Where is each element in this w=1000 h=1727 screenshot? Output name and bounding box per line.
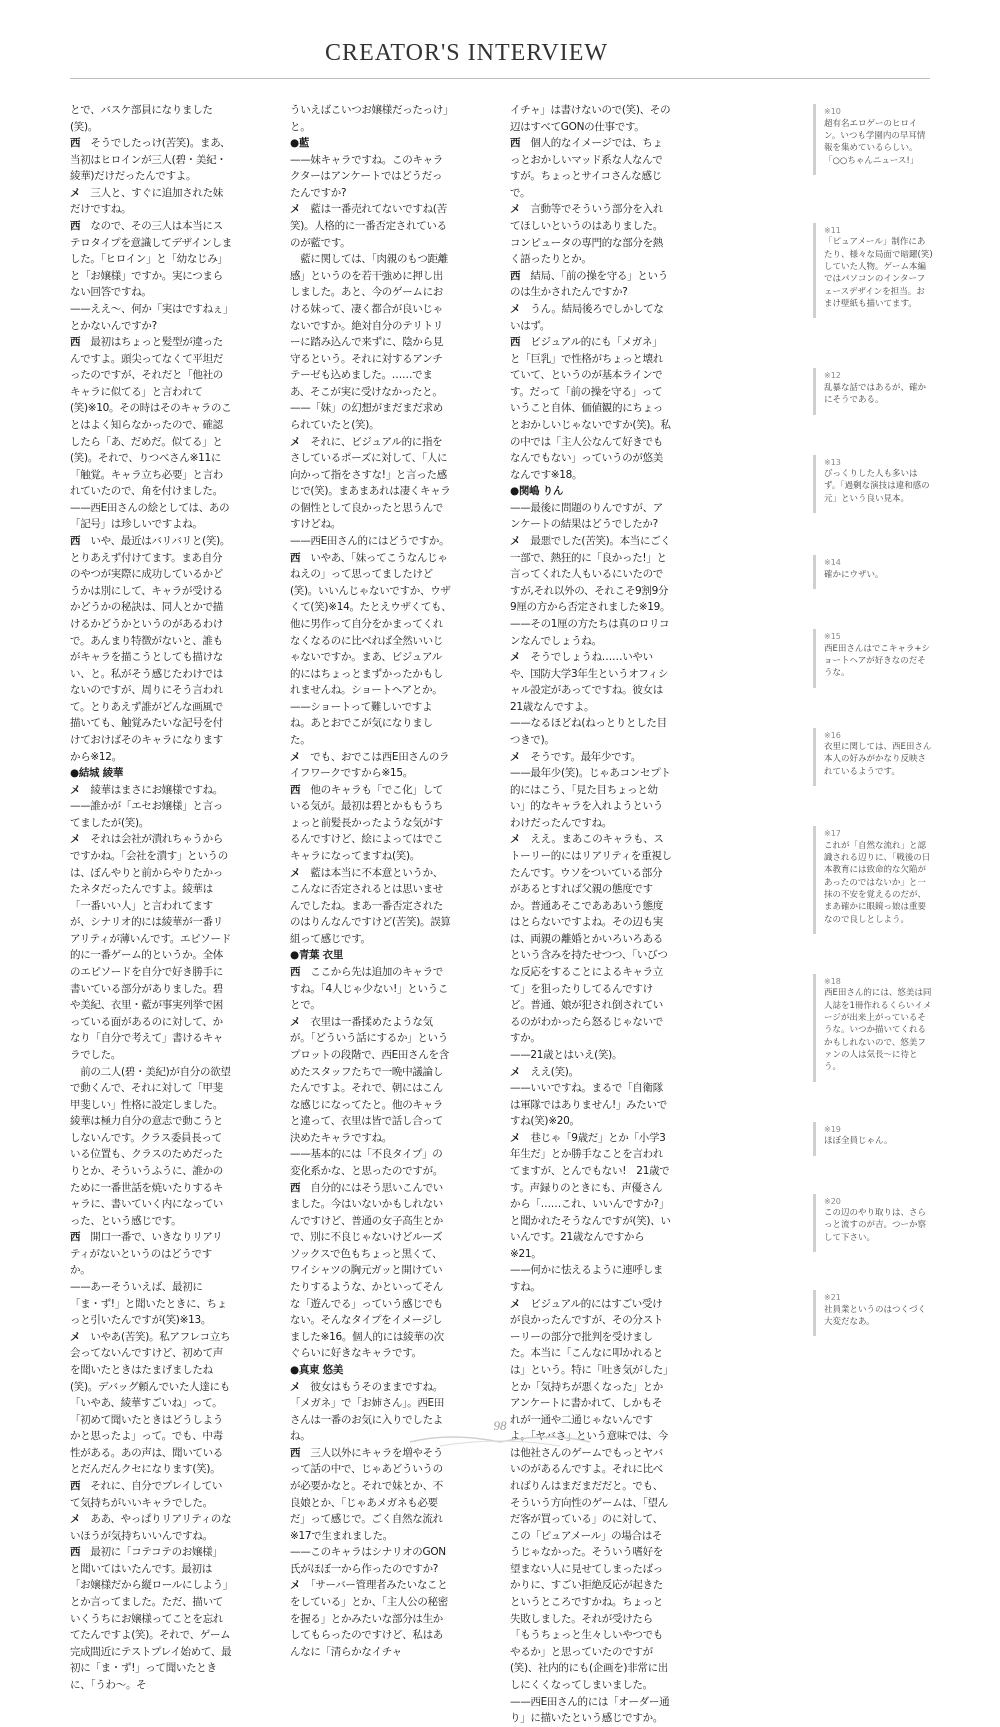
dialogue-paragraph (510, 500, 672, 533)
speaker-label: メ (510, 535, 521, 548)
dialogue-paragraph (290, 1445, 452, 1544)
footnote-text: この辺のやり取りは、さらっと流すのが吉。つーか察して下さい。 (824, 1208, 927, 1243)
dialogue-text: 最初に「コテコテのお嬢様」と聞いてはいたんです。最初は「お嬢様だから縦ロールにしよう」とか言ってました。ただ、描いていくうちにお嬢様ってことを忘れてたんですよ(笑)。それで、ゲーム完成間近にテストプレイ始めて、最初に「ま・ず!」って聞いたときに、「うわ～。そ (70, 1546, 232, 1691)
dialogue-paragraph (510, 1694, 672, 1727)
speaker-label: メ (70, 186, 81, 199)
dialogue-paragraph (70, 135, 232, 185)
footnote (813, 728, 933, 787)
dialogue-paragraph (510, 715, 672, 748)
dialogue-paragraph (510, 301, 672, 334)
dialogue-paragraph (70, 831, 232, 1063)
footnote-text: 乱暴な話ではあるが、確かにそうである。 (824, 382, 927, 406)
footnote-text: ほぼ全員じゃん。 (824, 1136, 893, 1147)
speaker-label: メ (70, 1330, 81, 1343)
dialogue-text: 前の二人(碧・美紀)が自分の欲望で動くんで、それに対して「甲斐甲斐しい」性格に設定しました。綾華は極力自分の意志で動こうとしないんです。クラス委員長っている位置も、クラスのためだったりとか、そういうふうに、誰かのために一番世話を焼いたりするキャラに、書いていく内になっていった、という感じです。 (70, 1065, 231, 1227)
footnote-text: 西E田さん的には、悠美は同人誌を1冊作れるくらいイメージが出来上がっているそうな。いつか描いてくれるかもしれないので、悠美ファンの人は気長～に待とう。 (824, 988, 932, 1073)
dialogue-text: 藍に関しては、「肉親のもつ距離感」というのを若干強めに押し出しました。あと、今のゲームにおける妹って、凄く都合が良いじゃないですか。絶対自分のテリトリーに踏み込んで来ずに、陰から見守るという。それに対するアンチテーゼも込めました。……でまあ、そこが実に受けなかったと。 (290, 253, 448, 398)
footnote-text: 衣里に関しては、西E田さん本人の好みがかなり反映されているようです。 (824, 742, 932, 777)
footnote-number: ※12 (824, 371, 841, 381)
decorative-ornament (400, 1430, 600, 1450)
dialogue-text: ——なるほどね(ねっとりとした目つきで)。 (510, 717, 667, 746)
dialogue-text: ビジュアル的にも「メガネ」と「巨乳」で性格がちょっと壊れていて、というのが基本ラインです。だって「前の操を守る」っていうこと自体、価値観的にちょっとおかしいじゃないですか(笑)。私の中では「主人公なんて好きでもなんでもない」っていうのが悠美なんです※18。 (510, 336, 671, 481)
speaker-label: 西 (70, 137, 81, 150)
page-number: 98 (493, 1418, 507, 1433)
footnote-number: ※18 (824, 976, 841, 986)
dialogue-paragraph (70, 533, 232, 765)
speaker-label: メ (290, 750, 301, 763)
dialogue-paragraph (510, 102, 672, 135)
footnote-number: ※11 (824, 225, 841, 235)
dialogue-paragraph (290, 1146, 452, 1179)
dialogue-paragraph (70, 1279, 232, 1329)
dialogue-text: ——西E田さん的には「オーダー通り」に描いたという感じですか。 (510, 1695, 670, 1725)
dialogue-paragraph (290, 1544, 452, 1577)
dialogue-text: ——ショートって難しいですよね。あとおでこが気になりました。 (290, 700, 433, 746)
dialogue-text: ——基本的には「不良タイプ」の変化系かな、と思ったのですが。 (290, 1148, 443, 1177)
dialogue-text: いやあ、「妹ってこうなんじゃねえの」って思ってましたけど(笑)。いいんじゃないですか、ウザくて(笑)※14。たとえウザくても、他に男作って自分をかまってくれなくなるのに比べれば全然いいじゃないですか。まあ、ビジュアル的にはちょっとまずかったかもしれませんね。ショートヘアとか。 (290, 551, 452, 697)
dialogue-paragraph (70, 798, 232, 831)
dialogue-text: ——最年少(笑)。じゃあコンセプト的にはこう、「見た目ちょっと幼い」的なキャラを入れようというわけだったんですね。 (510, 767, 671, 829)
page-header-title: CREATOR'S INTERVIEW (325, 40, 608, 66)
dialogue-text: とで、バスケ部員になりました(笑)。 (70, 104, 213, 133)
speaker-label: メ (510, 1131, 521, 1144)
dialogue-text: 自分的にはそう思いこんでいました。今はいないかもしれないんですけど、普通の女子高生とかで、別に不良じゃないけどルーズソックスで色もちょっと黒くて、ワイシャツの胸元ガッと開けていたりするような、かといってそんな「遊んでる」っていう感じでもない。そんなタイプをイメージしました※16。個人的には綾華の次ぐらいに好きなキャラです。 (290, 1181, 444, 1360)
dialogue-text: それに、自分でプレイしていて気持ちがいいキャラでした。 (70, 1479, 223, 1509)
dialogue-text: ここから先は追加のキャラですね。「4人じゃ少ない!」ということで。 (290, 966, 449, 1012)
dialogue-text: それは会社が潰れちゃうからですかね。「会社を潰す」というのは、ぼんやりと前からやりたかったネタだったんですよ。綾華は「一番いい人」と言われてますが、シナリオ的には綾華が一番リアリティが薄いんです。エピソード的に一番ゲーム的というか。全体のエピソードを自分で好き勝手に書いている部分がありました。碧や美紀、衣里・藍が事実列挙で困っている面があるのに対して、かなり「自分で考えて」書けるキャラでした。 (70, 833, 231, 1061)
dialogue-paragraph (290, 550, 452, 699)
speaker-label: メ (290, 203, 301, 216)
body-column-3 (510, 102, 672, 1727)
dialogue-text: そうでしたっけ(苦笑)。まあ、当初はヒロインが三人(碧・美紀・綾華)だけだったんですよ。 (70, 137, 231, 183)
dialogue-paragraph (510, 1262, 672, 1295)
footnote (813, 455, 933, 514)
dialogue-paragraph (510, 1130, 672, 1263)
speaker-label: メ (290, 1579, 301, 1592)
footnote-number: ※16 (824, 730, 841, 740)
dialogue-text: ——誰かが「エセお嬢様」と言ってましたが(笑)。 (70, 800, 223, 829)
footnote-text: 「ピュアメール」制作にあたり、様々な局面で暗躍(笑)していた人物。ゲーム本編ではパソコンのインターフェースデザインを担当。おまけ壁紙も描いてます。 (824, 237, 933, 309)
dialogue-text: いやあ(苦笑)。私アフレコ立ち会ってないんですけど、初めて声を聞いたときはたまげましたね(笑)。デバッグ頼んでいた人達にも「いやあ、綾華すごいね」って。「初めて聞いたときはどうしようかと思ったよ」って。でも、中毒性がある。あの声は、聞いているとだんだんクセになります(笑)。 (70, 1330, 231, 1476)
speaker-label: 西 (70, 336, 81, 349)
dialogue-text: ビジュアル的にはすごい受けが良かったんですが、その分ストーリーの部分で批判を受けました。本当に「こんなに叩かれるとは」という。特に「吐き気がした」とか「気持ちが悪くなった」とかアンケートに書かれて、しかもそれが一通や二通じゃないんですよ。「ヤバさ」という意味では、今は他社さんのゲームでもっとヤバいのがあるんですよ。それに比べればりんはまだまだだと。でも、そういう方向性のゲームは、「望んだ客が買っている」のに対して、この「ピュアメール」の場合はそうじゃなかった。そういう嗜好を望まない人に見せてしまったばっかりに、すごい拒絶反応が起きたというところですかね。ちょっと失敗しました。それが受けたら「もうちょっと生々しいやつでもやるか」と思っていたのですが(笑)、社内的にも(企画を)非常に出しにくくなってしまいました。 (510, 1297, 668, 1691)
dialogue-text: 綾華はまさにお嬢様ですね。 (90, 783, 224, 796)
speaker-label: メ (290, 1015, 301, 1028)
dialogue-paragraph (290, 400, 452, 433)
dialogue-text: 三人と、すぐに追加された妹だけですね。 (70, 186, 224, 216)
speaker-label: メ (510, 833, 521, 846)
footnote-text: 超有名エロゲーのヒロイン。いつも学園内の早耳情報を集めているらしい。「○○ちゃんニュース!」 (824, 118, 926, 166)
dialogue-paragraph (510, 533, 672, 616)
dialogue-paragraph (510, 268, 672, 301)
dialogue-paragraph (290, 152, 452, 202)
footnote-number: ※21 (824, 1293, 841, 1303)
speaker-label: メ (70, 1513, 81, 1526)
footnote (813, 368, 933, 414)
dialogue-paragraph (510, 649, 672, 715)
speaker-label: メ (290, 435, 301, 448)
dialogue-text: 藍は一番売れてないですね(苦笑)。人格的に一番否定されているのが藍です。 (290, 203, 447, 249)
footnote-text: 西E田さんはでこキャラ+ショートヘアが好きなのだそうな。 (824, 643, 930, 679)
dialogue-paragraph (70, 218, 232, 301)
footnote (813, 104, 933, 175)
footnote-number: ※10 (824, 107, 841, 116)
dialogue-paragraph (70, 782, 232, 799)
dialogue-paragraph (510, 749, 672, 766)
dialogue-paragraph (290, 102, 452, 135)
section-heading: ●藍 (290, 137, 310, 150)
speaker-label: 西 (290, 1446, 301, 1459)
dialogue-text: イチャ」は書けないので(笑)、その辺はすべてGONの仕事です。 (510, 104, 671, 133)
speaker-label: 西 (70, 220, 81, 233)
footnote-number: ※20 (824, 1196, 841, 1206)
dialogue-text: 「サーバー管理者みたいなことをしている」とか、「主人公の秘密を握る」とかみたいな部分は生かしてもらったのですけど、私はあんなに「清らかなイチャ (290, 1579, 448, 1658)
dialogue-paragraph (70, 1511, 232, 1544)
footnote (813, 1290, 933, 1336)
speaker-label: 西 (70, 535, 81, 548)
section-heading: ●関嶋 りん (510, 485, 564, 498)
dialogue-paragraph (290, 749, 452, 782)
dialogue-paragraph (510, 831, 672, 1047)
speaker-label: メ (510, 1065, 521, 1078)
speaker-label: メ (70, 783, 81, 796)
footnote (813, 1194, 933, 1253)
speaker-label: メ (510, 651, 521, 664)
dialogue-text: 他のキャラも「でこ化」している気が。最初は碧とかももうちょっと前髪長かったような気がするんですけど、絵によってはでこキャラになってますね(笑)。 (290, 783, 444, 863)
header-divider (70, 78, 930, 79)
dialogue-text: ——21歳とはいえ(笑)。 (510, 1048, 623, 1061)
speaker-label: 西 (510, 336, 521, 349)
footnote-text: 社員業というのはつくづく大変だなあ。 (824, 1304, 927, 1327)
speaker-label: メ (510, 203, 521, 216)
dialogue-text: ——あーそういえば、最初に「ま・ず!」と聞いたときに、ちょっと引いたんですが(笑)※13。 (70, 1281, 227, 1327)
dialogue-text: ——何かに怯えるように連呼しますね。 (510, 1264, 663, 1294)
speaker-label: メ (510, 1297, 521, 1310)
dialogue-text: なので、その三人は本当にステロタイプを意識してデザインしました。「ヒロイン」と「幼なじみ」と「お嬢様」ですか。実につまらない回答ですね。 (70, 220, 232, 299)
dialogue-paragraph (510, 765, 672, 831)
dialogue-text: 三人以外にキャラを増やそうって話の中で、じゃあどういうのが必要かなと。それで妹とか、不良娘とか、「じゃあメガネも必要だ」って感じで。ごく自然な流れ※17で生まれました。 (290, 1446, 444, 1542)
speaker-label: メ (510, 302, 521, 315)
footnote-text: これが「自然な流れ」と認識される辺りに、「戦後の日本教育には致命的な欠陥があったのではないか」と一抹の不安を覚えるのだが、まあ確かに眼鏡っ娘は重要なので良しとしよう。 (824, 840, 931, 925)
dialogue-text: 個人的なイメージでは、ちょっとおかしいマッド系な人なんですが。ちょっとサイコさんな感じで。 (510, 137, 663, 199)
dialogue-text: そうです。最年少です。 (530, 750, 641, 763)
dialogue-paragraph (70, 1544, 232, 1693)
footnote (813, 826, 933, 934)
dialogue-paragraph (290, 699, 452, 749)
footnote (813, 974, 933, 1082)
dialogue-paragraph (70, 1329, 232, 1478)
dialogue-text: ——最後に問題のりんですが、アンケートの結果はどうでしたか? (510, 501, 663, 531)
dialogue-paragraph (70, 500, 232, 533)
dialogue-paragraph (290, 533, 452, 550)
footnote (813, 555, 933, 589)
dialogue-text: ええ(笑)。 (530, 1065, 579, 1078)
dialogue-text: ——このキャラはシナリオのGON氏がほぼ一から作ったのですか? (290, 1546, 446, 1575)
dialogue-text: ——西E田さんの絵としては、あの「記号」は珍しいですよね。 (70, 501, 230, 531)
dialogue-paragraph (290, 782, 452, 865)
section-heading: ●真東 悠美 (290, 1363, 344, 1376)
dialogue-paragraph (70, 1064, 232, 1230)
dialogue-paragraph (290, 1180, 452, 1362)
dialogue-text: ——「妹」の幻想がまだまだ求められていたと(笑)。 (290, 402, 443, 431)
dialogue-paragraph (70, 185, 232, 218)
dialogue-paragraph (510, 334, 672, 483)
dialogue-text: いや、最近はバリバリと(笑)。とりあえず付けてます。まあ自分のやつが実際に成功しているかどうかは別にして、キャラが受けるかどうかの秘訣は、同人とかで描けるかどうかというのがあるわけで。あんまり特徴がないと、誰もがキャラを描こうとしても描けない、と。私がそう感じたわけではないのですが、周りにそう言われて。とりあえず誰がどんな画風で描いても、触覚みたいな記号を付けておけばそのキャラになりますから※12。 (70, 535, 231, 763)
dialogue-text: ええ。まあこのキャラも、ストーリー的にはリアリティを重視したんです。ウソをついている部分があるとすれば父親の態度ですか。普通あそこであああいう態度はとらないですよね。その辺も実は、両親の離婚とかいろいろあるという含みを持たせつつ、「いびつな反応をすることによるキャラ立て」を狙ったりしてるんですけど。普通、娘が犯され倒されているのがわかったら怒るじゃないですか。 (510, 833, 672, 1045)
dialogue-paragraph (290, 865, 452, 948)
dialogue-paragraph (70, 102, 232, 135)
dialogue-paragraph (510, 1047, 672, 1064)
footnote-number: ※15 (824, 631, 841, 641)
dialogue-text: 最悪でした(苦笑)。本当にごく一部で、熱狂的に「良かった!」と言ってくれた人もいるにいたのですが,それ以外の、それこそ9割9分9厘の方から否定されました※19。 (510, 535, 671, 614)
speaker-label: 西 (290, 551, 301, 564)
dialogue-text: ういえばこいつお嬢様だったっけ」と。 (290, 104, 448, 133)
footnote-number: ※13 (824, 457, 841, 467)
dialogue-text: 巷じゃ「9歳だ」とか「小学3年生だ」とか勝手なことを言われてますが、とんでもない! 21歳です。声録りのときにも、声優さんから「……これ、いいんですか?」と聞かれたそうなんですが(笑)、いいんです。21歳なんですから※21。 (510, 1131, 671, 1260)
speaker-label: 西 (70, 1546, 81, 1559)
footnote-text: 確かにウザい。 (824, 569, 884, 580)
dialogue-text: ——西E田さん的にはどうですか。 (290, 535, 450, 548)
dialogue-paragraph (510, 135, 672, 201)
dialogue-text: ——妹キャラですね。このキャラクターはアンケートではどうだったんですか? (290, 153, 443, 199)
footnote-number: ※14 (824, 558, 841, 568)
dialogue-paragraph (510, 1296, 672, 1694)
body-column-1 (70, 102, 232, 1694)
dialogue-text: 最初はちょっと髪型が違ったんですよ。頭尖ってなくて平坦だったのですが、それだと「他社のキャラに似てる」と言われて(笑)※10。その時はそのキャラのことはよく知らなかったので、確認したら「あ、だめだ。似てる」と(笑)。それで、りつべさん※11に「触覚。キャラ立ち必要」と言われていたので、角を付けました。 (70, 336, 232, 498)
speaker-label: メ (290, 866, 301, 879)
dialogue-text: それに、ビジュアル的に指をさしているポーズに対して、「人に向かって指をさすな!」と言った感じで(笑)。まあまあれは凄くキャラの個性として良かったと思うんですけどね。 (290, 435, 451, 531)
footnote (813, 223, 933, 318)
dialogue-text: 開口一番で、いきなりリアリティがないというのはどうですか。 (70, 1231, 223, 1277)
dialogue-paragraph (290, 1014, 452, 1147)
dialogue-text: ああ、やっぱりリアリティのないほうが気持ちいいんですね。 (70, 1513, 232, 1542)
footnote (813, 629, 933, 688)
speaker-label: メ (70, 833, 81, 846)
dialogue-text: 衣里は一番揉めたような気が。「どういう話にするか」というプロットの段階で、西E田さんを含めたスタッフたちで一晩中議論したんですよ。それで、朝にはこんな感じになってたと。他のキャラと違って、衣里は皆で話し合って決めたキャラですね。 (290, 1015, 449, 1144)
speaker-label: 西 (290, 1181, 301, 1194)
dialogue-paragraph (290, 964, 452, 1014)
footnote-number: ※19 (824, 1124, 841, 1134)
dialogue-text: ——その1厘の方たちは真のロリコンなんでしょうね。 (510, 617, 670, 647)
dialogue-text: ——いいですね。まるで「自衛隊は軍隊ではありません!」みたいですね(笑)※20。 (510, 1082, 667, 1128)
section-heading: ●結城 綾華 (70, 767, 124, 780)
footnote-text: びっくりした人も多いはず。「過剰な演技は違和感の元」という良い見本。 (824, 469, 930, 504)
dialogue-paragraph (510, 1064, 672, 1081)
dialogue-text: 彼女はもうそのままですね。「メガネ」で「お姉さん」。西E田さんは一番のお気に入りでしたよね。 (290, 1380, 445, 1443)
dialogue-text: うん。結局後ろでしかしてないはず。 (510, 302, 664, 332)
section-heading: ●青葉 衣里 (290, 949, 344, 962)
dialogue-text: 言動等でそういう部分を入れてほしいというのはありました。コンピュータの専門的な部分を熱く語ったりとか。 (510, 203, 664, 266)
footnote-number: ※17 (824, 829, 841, 839)
dialogue-paragraph (70, 334, 232, 500)
speaker-label: 西 (510, 137, 521, 150)
dialogue-paragraph (290, 251, 452, 400)
dialogue-paragraph (70, 301, 232, 334)
speaker-label: 西 (70, 1479, 81, 1492)
dialogue-paragraph (290, 1577, 452, 1660)
dialogue-paragraph (70, 1229, 232, 1279)
speaker-label: メ (510, 750, 521, 763)
dialogue-paragraph (70, 1478, 232, 1511)
speaker-label: 西 (290, 966, 301, 979)
dialogue-paragraph (290, 201, 452, 251)
dialogue-paragraph (510, 201, 672, 267)
speaker-label: 西 (510, 269, 521, 282)
dialogue-text: そうでしょうね……いやいや、国防大学3年生というオフィシャル設定があってですね。彼女は21歳なんですよ。 (510, 651, 669, 713)
speaker-label: 西 (290, 783, 301, 796)
dialogue-text: ——ええ～、何か「実はですねぇ」とかないんですか? (70, 302, 228, 332)
dialogue-paragraph (510, 616, 672, 649)
footnote (813, 1122, 933, 1156)
dialogue-paragraph (290, 434, 452, 533)
footnotes-sidebar (813, 104, 933, 1342)
speaker-label: 西 (70, 1231, 81, 1244)
dialogue-text: 結局、「前の操を守る」というのは生かされたんですか? (510, 269, 668, 299)
dialogue-text: でも、おでこは西E田さんのライフワークですから※15。 (290, 750, 450, 780)
dialogue-text: 藍は本当に不本意というか、こんなに否定されるとは思いませんでしたね。まあ一番否定されたのはりんなんですけど(苦笑)。誤算組って感じです。 (290, 866, 451, 945)
dialogue-paragraph (510, 1080, 672, 1130)
speaker-label: メ (290, 1380, 301, 1393)
